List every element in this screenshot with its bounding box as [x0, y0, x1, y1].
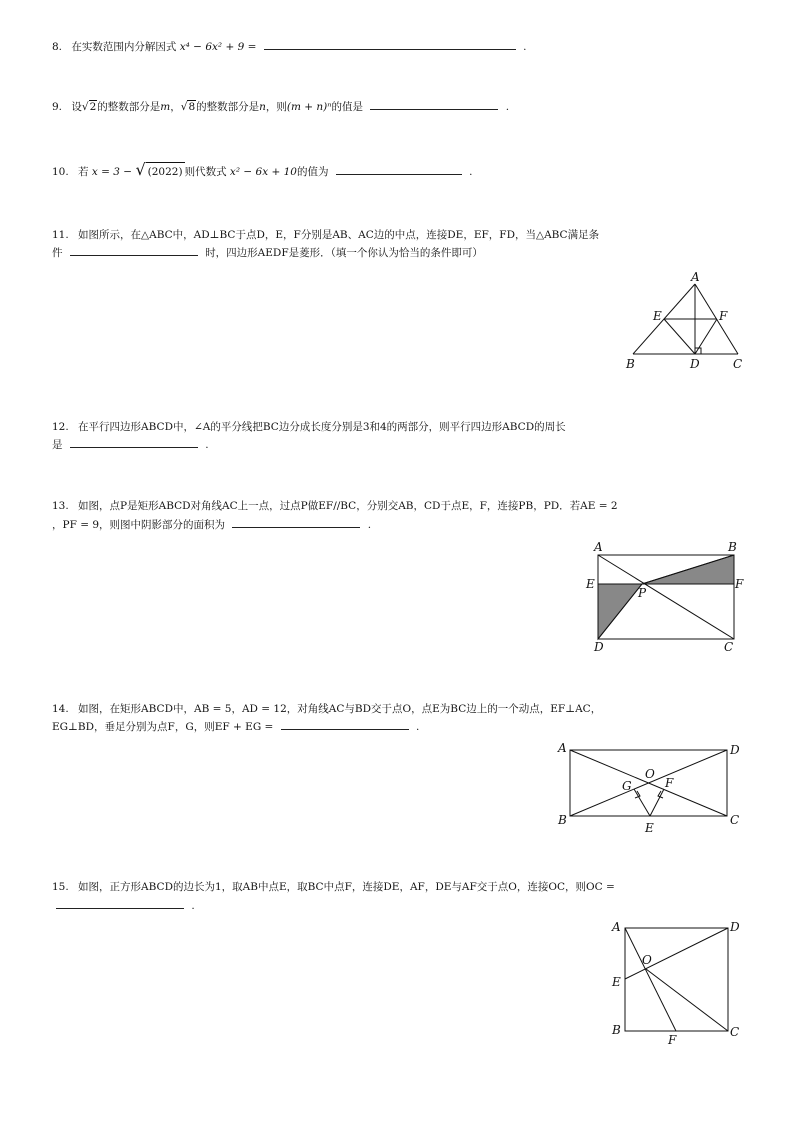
answer-blank[interactable] — [264, 38, 516, 50]
question-number: 10. — [52, 166, 69, 178]
end-mark: . — [523, 41, 527, 53]
answer-blank[interactable] — [336, 163, 462, 175]
question-text: 的值是 — [331, 101, 364, 113]
segment-de — [664, 319, 695, 354]
answer-blank[interactable] — [232, 516, 360, 528]
question-text: 的值为 — [296, 166, 329, 178]
question-14 — [52, 700, 601, 719]
question-text: 则代数式 — [184, 166, 227, 178]
question-text: 如图，点P是矩形ABCD对角线AC上一点，过点P做EF//BC，分别交AB，CD于点E，F，连接PB，PD．若AE = 2 — [78, 500, 618, 512]
segment-eg — [634, 789, 650, 816]
label-e: E — [653, 309, 662, 323]
question-11 — [52, 226, 599, 245]
square-abcd — [625, 928, 728, 1031]
label-e: E — [586, 577, 595, 591]
label-d: D — [594, 640, 604, 654]
question-15-line-2 — [52, 897, 195, 916]
question-number: 14. — [52, 703, 69, 715]
question-text: 如图所示，在△ABC中，AD⊥BC于点D，E，F分别是AB、AC边的中点，连接DE，EF，FD，当△ABC满足条 — [78, 229, 600, 241]
question-number: 11. — [52, 229, 69, 241]
label-c: C — [724, 640, 734, 654]
question-10: 10. 若 x = 3 − √ (2022) 则代数式 x² − 6x + 10的值为 . — [52, 160, 473, 182]
label-b: B — [612, 1023, 621, 1037]
segment-ef — [650, 789, 664, 816]
figure-triangle-abc — [620, 268, 750, 378]
label-o: O — [645, 767, 655, 781]
segment-de — [625, 928, 728, 979]
figure-square-abcd — [606, 918, 756, 1048]
math-expression: x² − 6x + 10 — [229, 166, 297, 178]
answer-blank[interactable] — [70, 244, 198, 256]
figure-rectangle-shaded — [582, 538, 747, 658]
answer-blank[interactable] — [370, 98, 498, 110]
question-number: 13. — [52, 500, 69, 512]
math-variable: n — [259, 101, 266, 113]
label-c: C — [730, 1025, 740, 1039]
label-b: B — [728, 540, 737, 554]
question-text: 在平行四边形ABCD中，∠A的平分线把BC边分成长度分别是3和4的两部分，则平行四边形ABCD的周长 — [78, 421, 566, 433]
label-c: C — [730, 813, 740, 827]
segment-oc — [646, 969, 728, 1031]
question-8 — [52, 38, 526, 57]
question-9: 9. 设√2的整数部分是m，√8的整数部分是n，则(m + n)ⁿ的值是 . — [52, 98, 509, 117]
label-a: A — [612, 920, 621, 934]
question-number: 15. — [52, 881, 69, 893]
label-e: E — [645, 821, 654, 835]
end-mark: . — [505, 101, 510, 113]
label-d: D — [690, 357, 700, 371]
label-c: C — [733, 357, 743, 371]
label-f: F — [719, 309, 728, 323]
label-e: E — [612, 975, 621, 989]
label-f: F — [665, 776, 674, 790]
question-11-line-2 — [52, 244, 483, 263]
label-b: B — [626, 357, 635, 371]
question-13-line-2 — [52, 516, 371, 535]
question-15 — [52, 878, 615, 897]
label-d: D — [730, 743, 740, 757]
question-number: 12. — [52, 421, 69, 433]
end-mark: . — [367, 519, 372, 531]
question-text: EG⊥BD，垂足分别为点F，G，则EF + EG = — [52, 721, 274, 733]
end-mark: . — [191, 900, 195, 912]
segment-df — [695, 319, 717, 354]
question-12 — [52, 418, 566, 437]
question-text: ，则 — [265, 101, 287, 113]
question-text: ，PF = 9，则图中阴影部分的面积为 — [52, 519, 226, 531]
question-number: 9. — [52, 101, 63, 113]
answer-blank[interactable] — [70, 436, 198, 448]
math-expression: x = 3 − — [91, 166, 133, 178]
question-number: 8. — [52, 41, 63, 53]
end-mark: . — [469, 166, 473, 178]
answer-blank[interactable] — [281, 718, 409, 730]
question-14-line-2 — [52, 718, 419, 737]
question-text: 如图，在矩形ABCD中，AB = 5，AD = 12，对角线AC与BD交于点O，点E为BC边上的一个动点，EF⊥AC， — [78, 703, 602, 715]
label-a: A — [594, 540, 603, 554]
question-text: 在实数范围内分解因式 — [71, 41, 177, 53]
math-expression: (m + n)ⁿ — [286, 101, 332, 113]
radicand: (2022) — [146, 162, 185, 182]
segment-af — [625, 928, 676, 1031]
label-f: F — [668, 1033, 677, 1047]
label-a: A — [691, 270, 700, 284]
label-p: P — [638, 586, 647, 600]
question-text: ， — [170, 101, 181, 113]
question-text: 若 — [78, 166, 89, 178]
question-text: 是 — [52, 439, 63, 451]
label-f: F — [735, 577, 744, 591]
figure-rectangle-diagonals — [552, 740, 747, 840]
label-b: B — [558, 813, 567, 827]
question-text: 设 — [71, 101, 82, 113]
label-o: O — [642, 953, 652, 967]
question-13 — [52, 497, 618, 516]
question-text: 件 — [52, 247, 63, 259]
end-mark: . — [205, 439, 209, 451]
question-text: 的整数部分是 — [97, 101, 161, 113]
question-text: 的整数部分是 — [196, 101, 260, 113]
end-mark: . — [416, 721, 420, 733]
answer-blank[interactable] — [56, 897, 184, 909]
math-variable: m — [160, 101, 171, 113]
radicand: 2 — [89, 101, 97, 113]
label-d: D — [730, 920, 740, 934]
question-text: 如图，正方形ABCD的边长为1，取AB中点E，取BC中点F，连接DE，AF，DE与AF交于点O，连接OC，则OC = — [78, 881, 615, 893]
radicand: 8 — [188, 101, 196, 113]
math-expression: x⁴ − 6x² + 9 = — [179, 41, 257, 53]
label-g: G — [622, 779, 632, 793]
question-text: 时，四边形AEDF是菱形．（填一个你认为恰当的条件即可） — [205, 247, 483, 259]
label-a: A — [558, 741, 567, 755]
question-12-line-2 — [52, 436, 209, 455]
